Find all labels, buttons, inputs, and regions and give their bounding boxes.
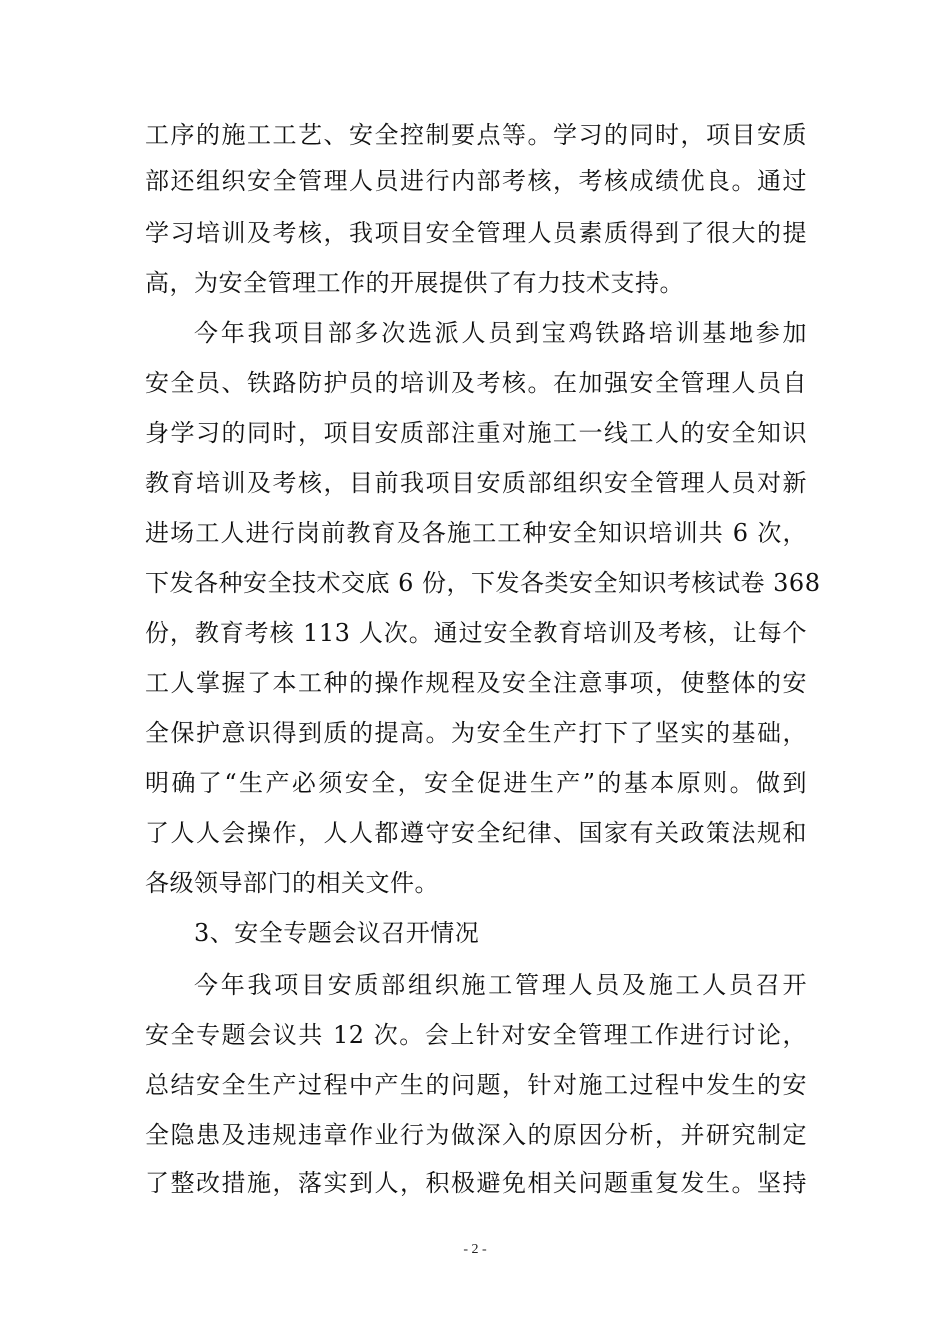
text-line: 工序的施工工艺、安全控制要点等。学习的同时，项目安质: [145, 121, 807, 149]
text-line: 份，教育考核 113 人次。通过安全教育培训及考核，让每个: [145, 619, 807, 647]
text-line: 下发各种安全技术交底 6 份，下发各类安全知识考核试卷 368: [145, 569, 821, 597]
text-line: 了人人会操作，人人都遵守安全纪律、国家有关政策法规和: [145, 819, 807, 847]
text-line: 总结安全生产过程中产生的问题，针对施工过程中发生的安: [145, 1071, 807, 1099]
text-line: 部还组织安全管理人员进行内部考核，考核成绩优良。通过: [145, 167, 807, 195]
text-line: 安全专题会议共 12 次。会上针对安全管理工作进行讨论，: [145, 1021, 807, 1049]
text-line: 全隐患及违规违章作业行为做深入的原因分析，并研究制定: [145, 1121, 807, 1149]
text-line: 了整改措施，落实到人，积极避免相关问题重复发生。坚持: [145, 1169, 807, 1197]
text-line: 全保护意识得到质的提高。为安全生产打下了坚实的基础，: [145, 719, 807, 747]
text-line: 身学习的同时，项目安质部注重对施工一线工人的安全知识: [145, 419, 807, 447]
paragraph-first-line: 今年我项目安质部组织施工管理人员及施工人员召开: [194, 971, 807, 999]
text-line: 工人掌握了本工种的操作规程及安全注意事项，使整体的安: [145, 669, 807, 697]
page-number: - 2 -: [463, 1242, 487, 1257]
text-line: 进场工人进行岗前教育及各施工工种安全知识培训共 6 次，: [145, 519, 807, 547]
paragraph-first-line: 今年我项目部多次选派人员到宝鸡铁路培训基地参加: [194, 319, 807, 347]
paragraph-end-line: 高，为安全管理工作的开展提供了有力技术支持。: [145, 269, 684, 297]
text-line: 学习培训及考核，我项目安全管理人员素质得到了很大的提: [145, 219, 807, 247]
text-line: 安全员、铁路防护员的培训及考核。在加强安全管理人员自: [145, 369, 807, 397]
section-heading: 3、安全专题会议召开情况: [194, 919, 480, 947]
text-line: 教育培训及考核，目前我项目安质部组织安全管理人员对新: [145, 469, 807, 497]
text-line: 明确了“生产必须安全，安全促进生产”的基本原则。做到: [145, 769, 807, 797]
paragraph-end-line: 各级领导部门的相关文件。: [145, 869, 439, 897]
